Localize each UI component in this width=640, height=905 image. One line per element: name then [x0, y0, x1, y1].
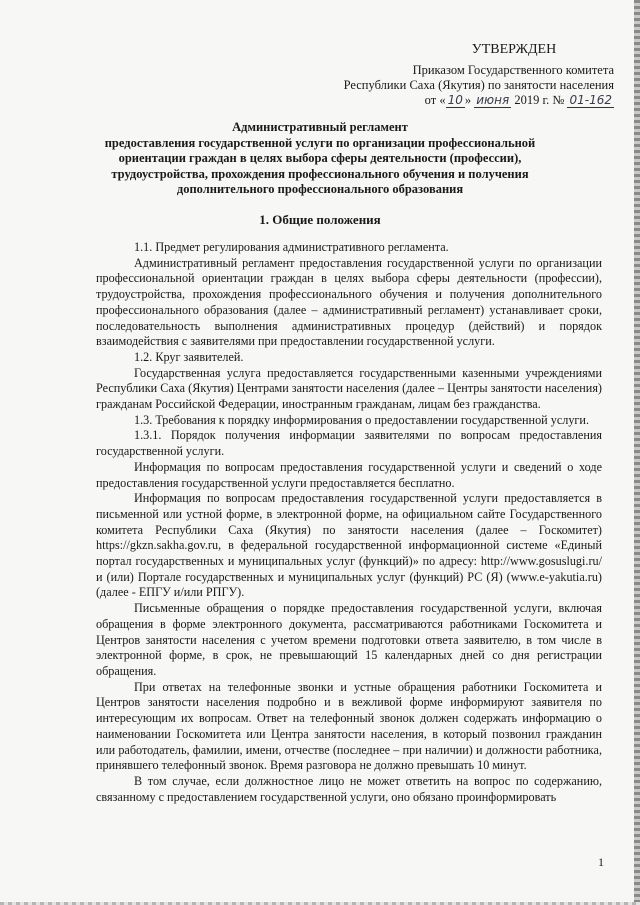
approval-line-2: Республики Саха (Якутия) по занятости населения [343, 78, 614, 92]
title-line-4: трудоустройства, прохождения профессионального обучения и получения [111, 166, 529, 181]
document-title [98, 120, 542, 198]
approved-label: УТВЕРЖДЕН [471, 42, 557, 57]
paragraph: Государственная услуга предоставляется государственными казенными учреждениями Республики Саха (Якутия) Центрами занятости населения (далее – Центры занятости населения) гражданам Российской Федерации, иностранным гражданам, лицам без гражданства. [96, 365, 602, 412]
title-line-5: дополнительного профессионального образования [176, 182, 464, 196]
order-number-handwritten: 01-162 [569, 93, 612, 107]
scan-edge-right [634, 0, 640, 905]
document-body [96, 240, 602, 805]
date-year: 2019 г. № [511, 93, 565, 107]
approval-block [314, 42, 614, 108]
date-day-handwritten: 10 [447, 93, 463, 107]
paragraph: При ответах на телефонные звонки и устные обращения работники Госкомитета и Центров занятости населения подробно и в вежливой форме информируют заявителя по интересующим их вопросам. Ответ на телефонный звонок должен содержать информацию о наименовании Госкомитета или Центра занятости населения, в который позвонил гражданин или работодатель, фамилии, имени, отчестве (последнее – при наличии) и должности работника, принявшего телефонный звонок. Время разговора не должно превышать 10 минут. [96, 679, 602, 773]
date-month-handwritten: июня [476, 93, 510, 107]
page-number: 1 [598, 855, 604, 869]
title-line-3: ориентации граждан в целях выбора сферы деятельности (профессии), [118, 151, 522, 165]
paragraph: Информация по вопросам предоставления государственной услуги предоставляется в письменной или устной форме, в электронной форме, на официальном сайте Государственного комитета Республики Саха (Якутия) по занятости населения (далее – Госкомитет) https://gkzn.sakha.gov.ru, в федеральной государственной информационной системе «Единый портал государственных и муниципальных услуг (функций)» по адресу: http://www.gosuslugi.ru/ и (или) Портале государственных и муниципальных услуг (функций) РС (Я) (www.e-yakutia.ru) (далее - ЕПГУ и/или РПГУ). [96, 491, 602, 600]
paragraph: 1.2. Круг заявителей. [134, 349, 244, 364]
paragraph: 1.3.1. Порядок получения информации заявителями по вопросам предоставления государственной услуги. [96, 428, 602, 459]
date-prefix: от « [424, 93, 446, 107]
paragraph: В том случае, если должностное лицо не может ответить на вопрос по содержанию, связанному с предоставлением государственной услуги, оно обязано проинформировать [96, 773, 602, 804]
paragraph: 1.3. Требования к порядку информирования о предоставлении государственной услуги. [134, 412, 589, 427]
section-heading: 1. Общие положения [259, 212, 381, 227]
approval-line-1: Приказом Государственного комитета [412, 63, 614, 77]
date-mid: » [464, 93, 475, 107]
title-line-1: Административный регламент [232, 120, 408, 134]
paragraph: Административный регламент предоставления государственной услуги по организации профессиональной ориентации граждан в целях выбора сферы деятельности (профессии), трудоустройства, прохождения профессионального обучения и получения дополнительного профессионального образования (далее – административный регламент) устанавливает сроки, последовательность выполнения административных процедур (действий) и порядок взаимодействия с заявителями при предоставлении государственной услуги. [96, 255, 602, 349]
title-line-2: предоставления государственной услуги по организации профессиональной [104, 135, 536, 150]
paragraph: Письменные обращения о порядке предоставления государственной услуги, включая обращения в форме электронного документа, рассматриваются работниками Госкомитета и Центров занятости населения с учетом времени подготовки ответа заявителю, в том числе в электронной форме, в срок, не превышающий 15 календарных дней со дня регистрации обращения. [96, 601, 602, 678]
paragraph: 1.1. Предмет регулирования административного регламента. [134, 240, 449, 254]
approval-date-line [314, 93, 614, 108]
paragraph: Информация по вопросам предоставления государственной услуги и сведений о ходе предоставления государственной услуги предоставляется бесплатно. [96, 459, 602, 490]
